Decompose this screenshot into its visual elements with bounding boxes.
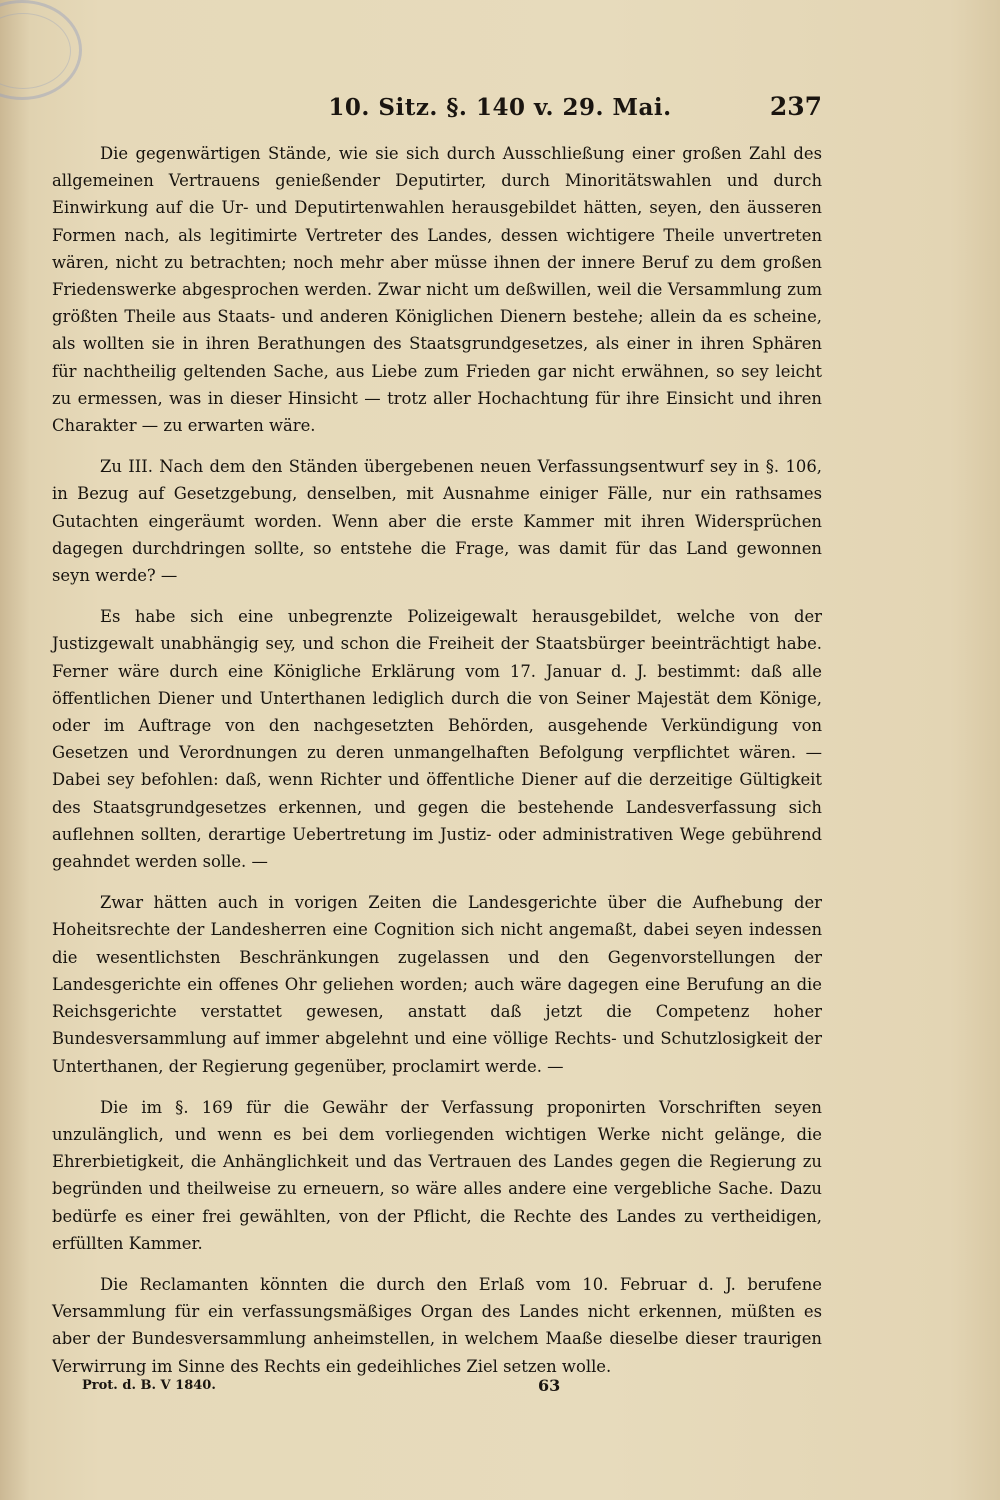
- signature-mark: Prot. d. B. V 1840.: [82, 1378, 216, 1393]
- paragraph: Es habe sich eine unbegrenzte Polizeigewalt herausgebildet, welche von der Justizgewalt unabhängig sey, und schon die Freiheit der Staatsbürger beeinträchtigt habe. Ferner wäre durch eine Königliche Erklärung vom 17. Januar d. J. bestimmt: daß alle öffentlichen Diener und Unterthanen lediglich durch die von Seiner Majestät dem Könige, oder im Auftrage von den nachgesetzten Behörden, ausgehende Verkündigung von Gesetzen und Verordnungen zu deren unmangelhaften Befolgung verpflichtet wären. — Dabei sey befohlen: daß, wenn Richter und öffentliche Diener auf die derzeitige Gültigkeit des Staatsgrundgesetzes erkennen, und gegen die bestehende Landesverfassung sich auflehnen sollten, derartige Uebertretung im Justiz- oder administrativen Wege gebührend geahndet werden solle. —: [52, 607, 822, 872]
- page-number: 237: [769, 92, 822, 121]
- paragraph: Die im §. 169 für die Gewähr der Verfassung proponirten Vorschriften seyen unzulänglich, und wenn es bei dem vorliegenden wichtigen Werke nicht gelänge, die Ehrerbietigkeit, die Anhänglichkeit und das Vertrauen des Landes gegen die Regierung zu begründen und theilweise zu erneuern, so wäre alles andere eine vergebliche Sache. Dazu bedürfe es einer frei gewählten, von der Pflicht, die Rechte des Landes zu vertheidigen, erfüllten Kammer.: [52, 1097, 822, 1253]
- paragraph: Die Reclamanten könnten die durch den Erlaß vom 10. Februar d. J. berufene Versammlung für ein verfassungsmäßiges Organ des Landes nicht erkennen, müßten es aber der Bundesversammlung anheimstellen, in welchem Maaße dieselbe dieser traurigen Verwirrung im Sinne des Rechts ein gedeihliches Ziel setzen wolle.: [52, 1274, 822, 1376]
- paragraph: Zwar hätten auch in vorigen Zeiten die Landesgerichte über die Aufhebung der Hoheitsrechte der Landesherren eine Cognition sich nicht angemaßt, dabei seyen indessen die wesentlichsten Beschränkungen zugelassen und den Gegenvorstellungen der Landesgerichte ein offenes Ohr geliehen worden; auch wäre dagegen eine Berufung an die Reichsgerichte verstattet gewesen, anstatt daß jetzt die Competenz hoher Bundesversammlung auf immer abgelehnt und eine völlige Rechts- und Schutzlosigkeit der Unterthanen, der Regierung gegenüber, proclamirt werde. —: [52, 893, 822, 1076]
- paragraph: Die gegenwärtigen Stände, wie sie sich durch Ausschließung einer großen Zahl des allgemeinen Vertrauens genießender Deputirter, durch Minoritätswahlen und durch Einwirkung auf die Ur- und Deputirtenwahlen herausgebildet hätten, seyen, den äusseren Formen nach, als legitimirte Vertreter des Landes, dessen wichtigere Theile unvertreten wären, nicht zu betrachten; noch mehr aber müsse ihnen der innere Beruf zu dem großen Friedenswerke abgesprochen werden. Zwar nicht um deßwillen, weil die Versammlung zum größten Theile aus Staats- und anderen Königlichen Dienern bestehe; allein da es scheine, als wollten sie in ihren Berathungen des Staatsgrundgesetzes, als einer in ihren Sphären für nachtheilig geltenden Sache, aus Liebe zum Frieden gar nicht erwähnen, so sey leicht zu ermessen, was in dieser Hinsicht — trotz aller Hochachtung für ihre Einsicht und ihren Charakter — zu erwarten wäre.: [52, 144, 822, 436]
- sheet-number: 63: [538, 1376, 561, 1395]
- body-text: [52, 140, 822, 1394]
- library-stamp: [0, 0, 82, 100]
- paragraph: Zu III. Nach dem den Ständen übergebenen neuen Verfassungsentwurf sey in §. 106, in Bezug auf Gesetzgebung, denselben, mit Ausnahme einiger Fälle, nur ein rathsames Gutachten eingeräumt worden. Wenn aber die erste Kammer mit ihren Widersprüchen dagegen durchdringen sollte, so entstehe die Frage, was damit für das Land gewonnen seyn werde? —: [52, 457, 822, 586]
- running-header: 10. Sitz. §. 140 v. 29. Mai.: [328, 94, 672, 121]
